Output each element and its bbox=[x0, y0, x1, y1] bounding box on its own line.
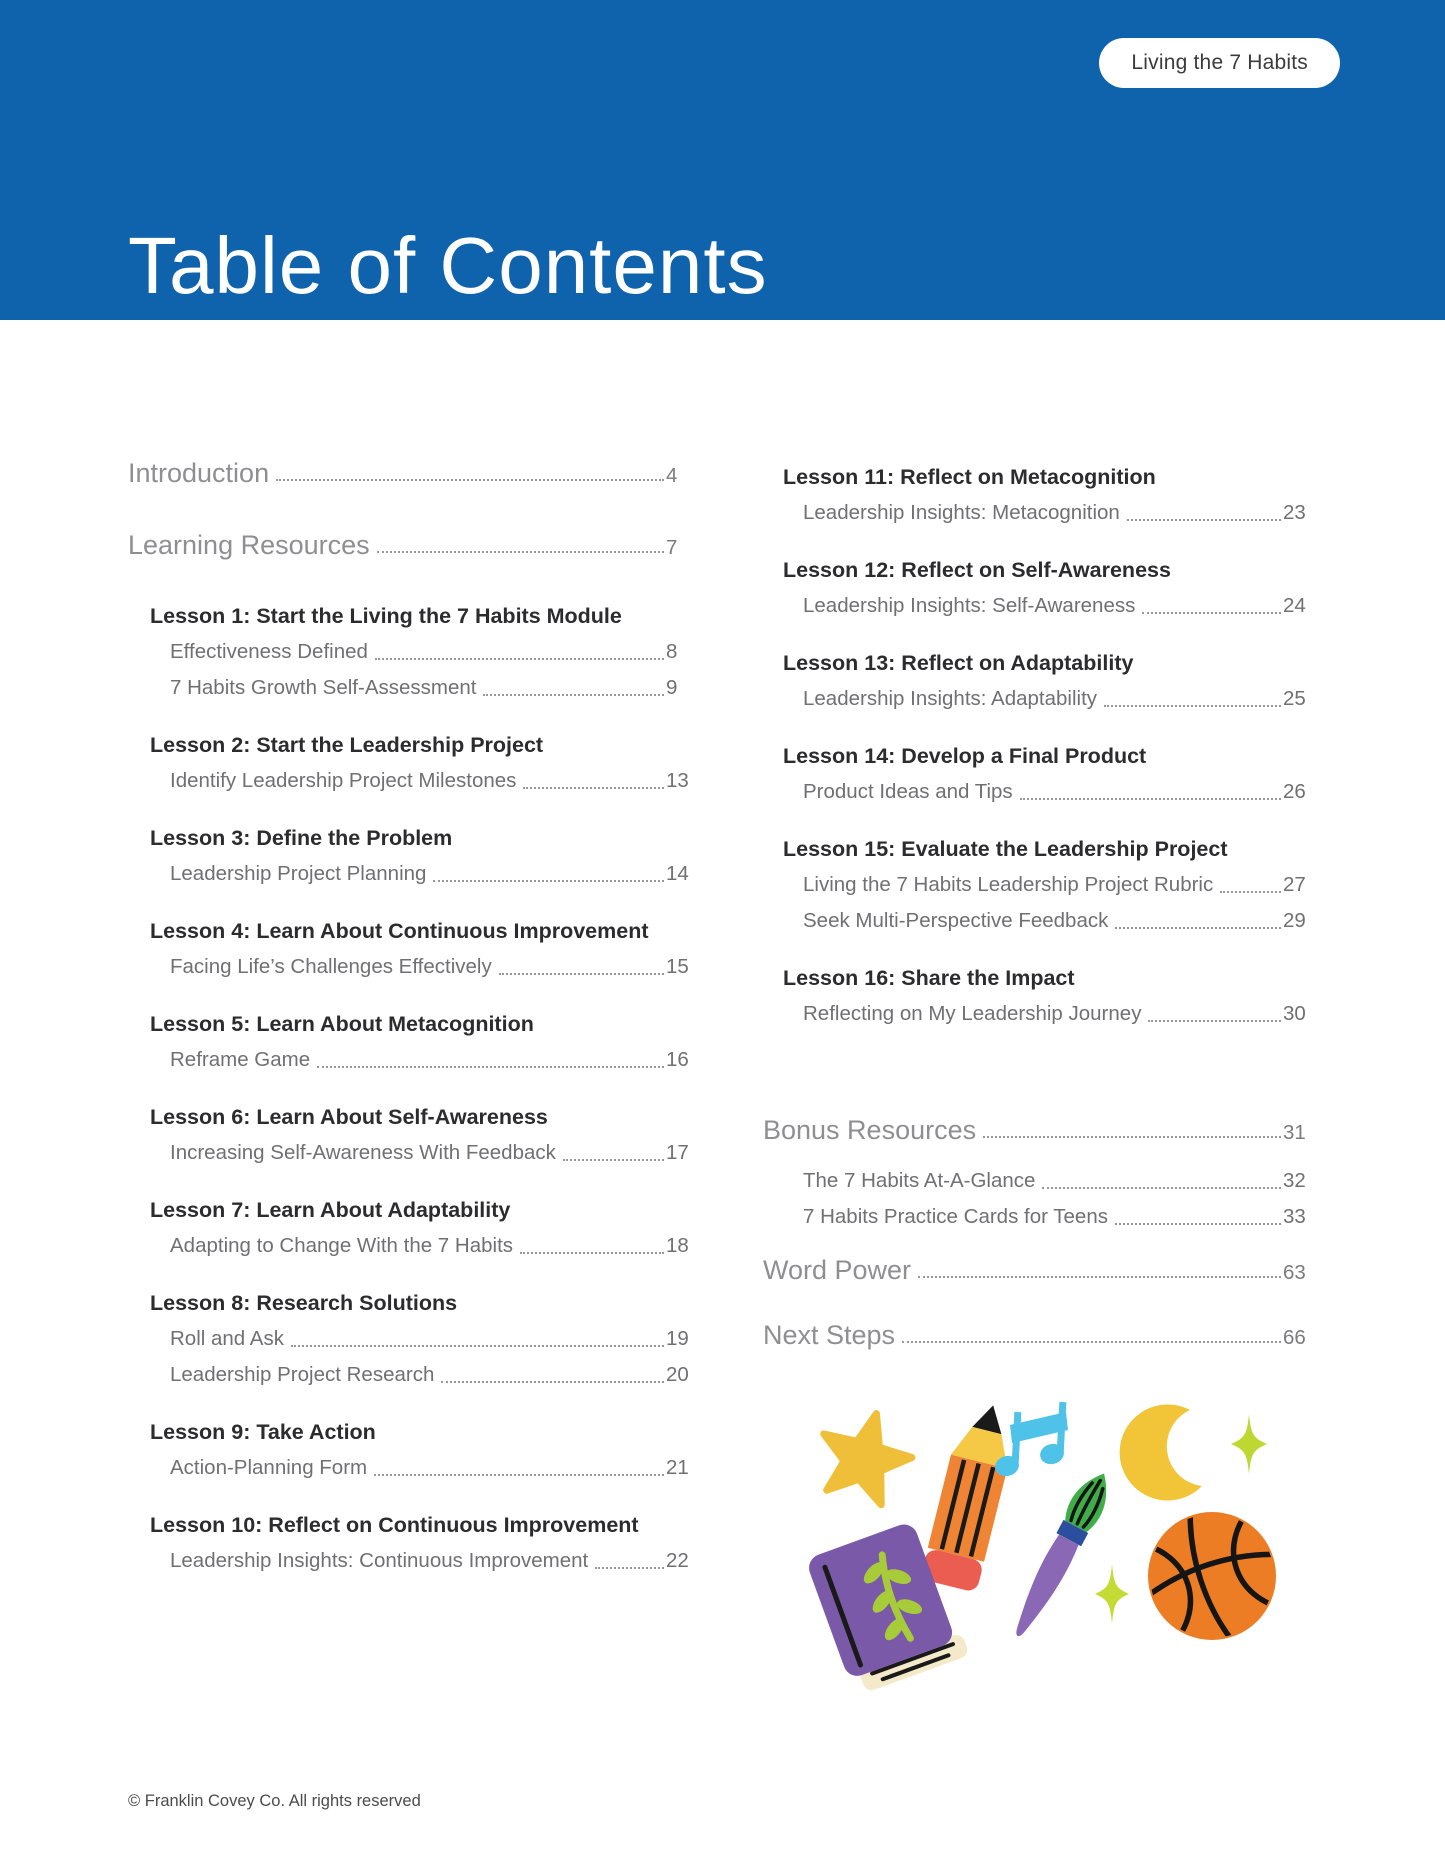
toc-entry-page: 19 bbox=[666, 1327, 689, 1350]
toc-entry-learning-resources[interactable] bbox=[128, 527, 696, 563]
dot-leader bbox=[520, 1252, 664, 1254]
toc-entry-page: 24 bbox=[1283, 594, 1306, 617]
toc-lesson-label: Lesson 13: Reflect on Adaptability bbox=[783, 651, 1134, 675]
toc-lesson-label: Lesson 16: Share the Impact bbox=[783, 966, 1075, 990]
dot-leader bbox=[595, 1567, 664, 1569]
toc-entry-label: Effectiveness Defined bbox=[170, 640, 368, 663]
toc-entry-label: Identify Leadership Project Milestones bbox=[170, 769, 517, 792]
toc-entry-page: 30 bbox=[1283, 1002, 1306, 1025]
toc-entry-page: 13 bbox=[666, 769, 689, 792]
sparkle-small-icon bbox=[1095, 1564, 1129, 1624]
toc-entry[interactable] bbox=[128, 1321, 696, 1357]
toc-entry-page: 63 bbox=[1283, 1261, 1306, 1284]
toc-lesson-label: Lesson 4: Learn About Continuous Improvement bbox=[150, 919, 649, 943]
toc-lesson-heading bbox=[128, 820, 696, 856]
toc-lesson-heading bbox=[128, 913, 696, 949]
toc-entry[interactable] bbox=[763, 1163, 1313, 1199]
toc-entry-label: Reframe Game bbox=[170, 1048, 311, 1071]
toc-lesson-label: Lesson 11: Reflect on Metacognition bbox=[783, 465, 1156, 489]
dot-leader bbox=[523, 787, 664, 789]
toc-entry-introduction[interactable] bbox=[128, 455, 696, 491]
toc-lesson-label: Lesson 7: Learn About Adaptability bbox=[150, 1198, 511, 1222]
star-icon bbox=[824, 1414, 912, 1505]
toc-entry[interactable] bbox=[763, 996, 1313, 1032]
dot-leader bbox=[433, 880, 664, 882]
dot-leader bbox=[483, 694, 664, 696]
toc-entry-page: 66 bbox=[1283, 1326, 1306, 1349]
toc-lesson-heading bbox=[128, 1414, 696, 1450]
toc-entry-label: Roll and Ask bbox=[170, 1327, 284, 1350]
toc-entry-page: 31 bbox=[1283, 1121, 1306, 1144]
toc-entry-label: Next Steps bbox=[763, 1320, 896, 1350]
toc-entry[interactable] bbox=[763, 495, 1313, 531]
dot-leader bbox=[317, 1066, 664, 1068]
toc-lesson-heading bbox=[128, 1507, 696, 1543]
dot-leader bbox=[1220, 891, 1281, 893]
toc-entry-label: Bonus Resources bbox=[763, 1115, 977, 1145]
dot-leader bbox=[1104, 705, 1281, 707]
toc-lesson-heading bbox=[763, 645, 1313, 681]
toc-entry-page: 16 bbox=[666, 1048, 689, 1071]
toc-entry-page: 32 bbox=[1283, 1169, 1306, 1192]
toc-entry-page: 27 bbox=[1283, 873, 1306, 896]
toc-entry[interactable] bbox=[128, 1135, 696, 1171]
toc-entry-label: Leadership Project Research bbox=[170, 1363, 435, 1386]
toc-entry-label: Leadership Project Planning bbox=[170, 862, 427, 885]
toc-entry-label: Product Ideas and Tips bbox=[803, 780, 1013, 803]
toc-column-right bbox=[763, 459, 1313, 1353]
dot-leader bbox=[375, 658, 664, 660]
toc-entry[interactable] bbox=[128, 949, 696, 985]
toc-entry-label: Leadership Insights: Metacognition bbox=[803, 501, 1120, 524]
toc-entry-page: 20 bbox=[666, 1363, 689, 1386]
toc-lesson-heading bbox=[763, 831, 1313, 867]
toc-entry[interactable] bbox=[128, 670, 696, 706]
toc-lesson-heading bbox=[128, 1099, 696, 1135]
toc-entry-label: Introduction bbox=[128, 458, 270, 488]
toc-entry-bonus-resources[interactable] bbox=[763, 1112, 1313, 1148]
toc-entry-label: Increasing Self-Awareness With Feedback bbox=[170, 1141, 556, 1164]
toc-lesson-label: Lesson 2: Start the Leadership Project bbox=[150, 733, 544, 757]
dot-leader bbox=[374, 1474, 664, 1476]
toc-entry-label: Leadership Insights: Adaptability bbox=[803, 687, 1098, 710]
toc-entry-label: Leadership Insights: Continuous Improvement bbox=[170, 1549, 589, 1572]
decorative-illustrations bbox=[800, 1398, 1290, 1698]
toc-lesson-heading bbox=[763, 459, 1313, 495]
toc-entry[interactable] bbox=[763, 681, 1313, 717]
toc-lesson-label: Lesson 8: Research Solutions bbox=[150, 1291, 458, 1315]
toc-entry[interactable] bbox=[763, 903, 1313, 939]
toc-lesson-heading bbox=[763, 960, 1313, 996]
toc-entry-label: Word Power bbox=[763, 1255, 912, 1285]
toc-entry-label: Learning Resources bbox=[128, 530, 370, 560]
toc-lesson-heading bbox=[128, 1006, 696, 1042]
toc-entry[interactable] bbox=[763, 1199, 1313, 1235]
dot-leader bbox=[1020, 798, 1281, 800]
toc-entry-label: Leadership Insights: Self-Awareness bbox=[803, 594, 1136, 617]
toc-entry-page: 15 bbox=[666, 955, 689, 978]
toc-entry-page: 22 bbox=[666, 1549, 689, 1572]
pencil-icon bbox=[920, 1398, 1021, 1593]
toc-lesson-label: Lesson 1: Start the Living the 7 Habits Module bbox=[150, 604, 622, 628]
toc-lesson-label: Lesson 6: Learn About Self-Awareness bbox=[150, 1105, 548, 1129]
page-header bbox=[0, 0, 1445, 320]
toc-lesson-label: Lesson 12: Reflect on Self-Awareness bbox=[783, 558, 1171, 582]
toc-entry-page: 21 bbox=[666, 1456, 689, 1479]
module-badge bbox=[1099, 38, 1340, 88]
toc-entry[interactable] bbox=[763, 588, 1313, 624]
dot-leader bbox=[441, 1381, 664, 1383]
toc-entry-label: Facing Life’s Challenges Effectively bbox=[170, 955, 492, 978]
toc-entry-page: 8 bbox=[666, 640, 678, 663]
dot-leader bbox=[902, 1341, 1281, 1343]
toc-lesson-heading bbox=[128, 727, 696, 763]
toc-lesson-label: Lesson 10: Reflect on Continuous Improvement bbox=[150, 1513, 639, 1537]
toc-lesson-heading bbox=[128, 1285, 696, 1321]
toc-entry[interactable] bbox=[128, 856, 696, 892]
toc-entry[interactable] bbox=[128, 634, 696, 670]
toc-entry-page: 23 bbox=[1283, 501, 1306, 524]
toc-lesson-label: Lesson 14: Develop a Final Product bbox=[783, 744, 1147, 768]
dot-leader bbox=[1142, 612, 1281, 614]
toc-entry-label: Adapting to Change With the 7 Habits bbox=[170, 1234, 514, 1257]
toc-entry-page: 14 bbox=[666, 862, 689, 885]
toc-entry-page: 29 bbox=[1283, 909, 1306, 932]
dot-leader bbox=[563, 1159, 664, 1161]
moon-icon bbox=[1120, 1404, 1202, 1500]
toc-entry-page: 7 bbox=[666, 536, 678, 559]
paintbrush-icon bbox=[1003, 1466, 1119, 1644]
dot-leader bbox=[918, 1276, 1281, 1278]
dot-leader bbox=[377, 551, 664, 553]
page-title: Table of Contents bbox=[128, 221, 768, 310]
toc-entry-page: 9 bbox=[666, 676, 678, 699]
dot-leader bbox=[276, 479, 664, 481]
toc-entry-label: Seek Multi-Perspective Feedback bbox=[803, 909, 1109, 932]
dot-leader bbox=[1042, 1187, 1281, 1189]
music-notes-icon bbox=[993, 1402, 1068, 1479]
toc-lesson-heading bbox=[763, 552, 1313, 588]
toc-entry-next-steps[interactable] bbox=[763, 1317, 1313, 1353]
basketball-icon bbox=[1124, 1488, 1290, 1664]
toc-entry-page: 25 bbox=[1283, 687, 1306, 710]
toc-lesson-label: Lesson 15: Evaluate the Leadership Project bbox=[783, 837, 1228, 861]
toc-entry-label: Action-Planning Form bbox=[170, 1456, 368, 1479]
sparkle-icon bbox=[1231, 1414, 1267, 1474]
dot-leader bbox=[291, 1345, 664, 1347]
dot-leader bbox=[1127, 519, 1281, 521]
toc-entry-page: 33 bbox=[1283, 1205, 1306, 1228]
toc-entry-label: 7 Habits Practice Cards for Teens bbox=[803, 1205, 1108, 1228]
toc-column-left bbox=[128, 455, 696, 1579]
toc-entry[interactable] bbox=[763, 867, 1313, 903]
toc-entry-label: 7 Habits Growth Self-Assessment bbox=[170, 676, 477, 699]
toc-entry-page: 17 bbox=[666, 1141, 689, 1164]
toc-lesson-label: Lesson 9: Take Action bbox=[150, 1420, 376, 1444]
toc-entry-label: Reflecting on My Leadership Journey bbox=[803, 1002, 1142, 1025]
toc-entry-page: 18 bbox=[666, 1234, 689, 1257]
toc-entry[interactable] bbox=[128, 1357, 696, 1393]
toc-lesson-heading bbox=[128, 598, 696, 634]
toc-entry[interactable] bbox=[128, 1042, 696, 1078]
dot-leader bbox=[1115, 927, 1281, 929]
dot-leader bbox=[983, 1136, 1281, 1138]
toc-entry-word-power[interactable] bbox=[763, 1252, 1313, 1288]
toc-lesson-label: Lesson 3: Define the Problem bbox=[150, 826, 453, 850]
toc-entry-page: 26 bbox=[1283, 780, 1306, 803]
module-badge-label: Living the 7 Habits bbox=[1131, 51, 1308, 74]
toc-entry[interactable] bbox=[128, 763, 696, 799]
toc-entry[interactable] bbox=[763, 774, 1313, 810]
toc-entry-label: The 7 Habits At-A-Glance bbox=[803, 1169, 1036, 1192]
dot-leader bbox=[1115, 1223, 1281, 1225]
dot-leader bbox=[1148, 1020, 1281, 1022]
copyright-notice: © Franklin Covey Co. All rights reserved bbox=[128, 1792, 421, 1810]
toc-entry-page: 4 bbox=[666, 464, 678, 487]
toc-entry[interactable] bbox=[128, 1450, 696, 1486]
toc-lesson-heading bbox=[128, 1192, 696, 1228]
toc-entry[interactable] bbox=[128, 1228, 696, 1264]
dot-leader bbox=[499, 973, 664, 975]
toc-entry[interactable] bbox=[128, 1543, 696, 1579]
toc-lesson-heading bbox=[763, 738, 1313, 774]
toc-entry-label: Living the 7 Habits Leadership Project Rubric bbox=[803, 873, 1214, 896]
toc-lesson-label: Lesson 5: Learn About Metacognition bbox=[150, 1012, 534, 1036]
